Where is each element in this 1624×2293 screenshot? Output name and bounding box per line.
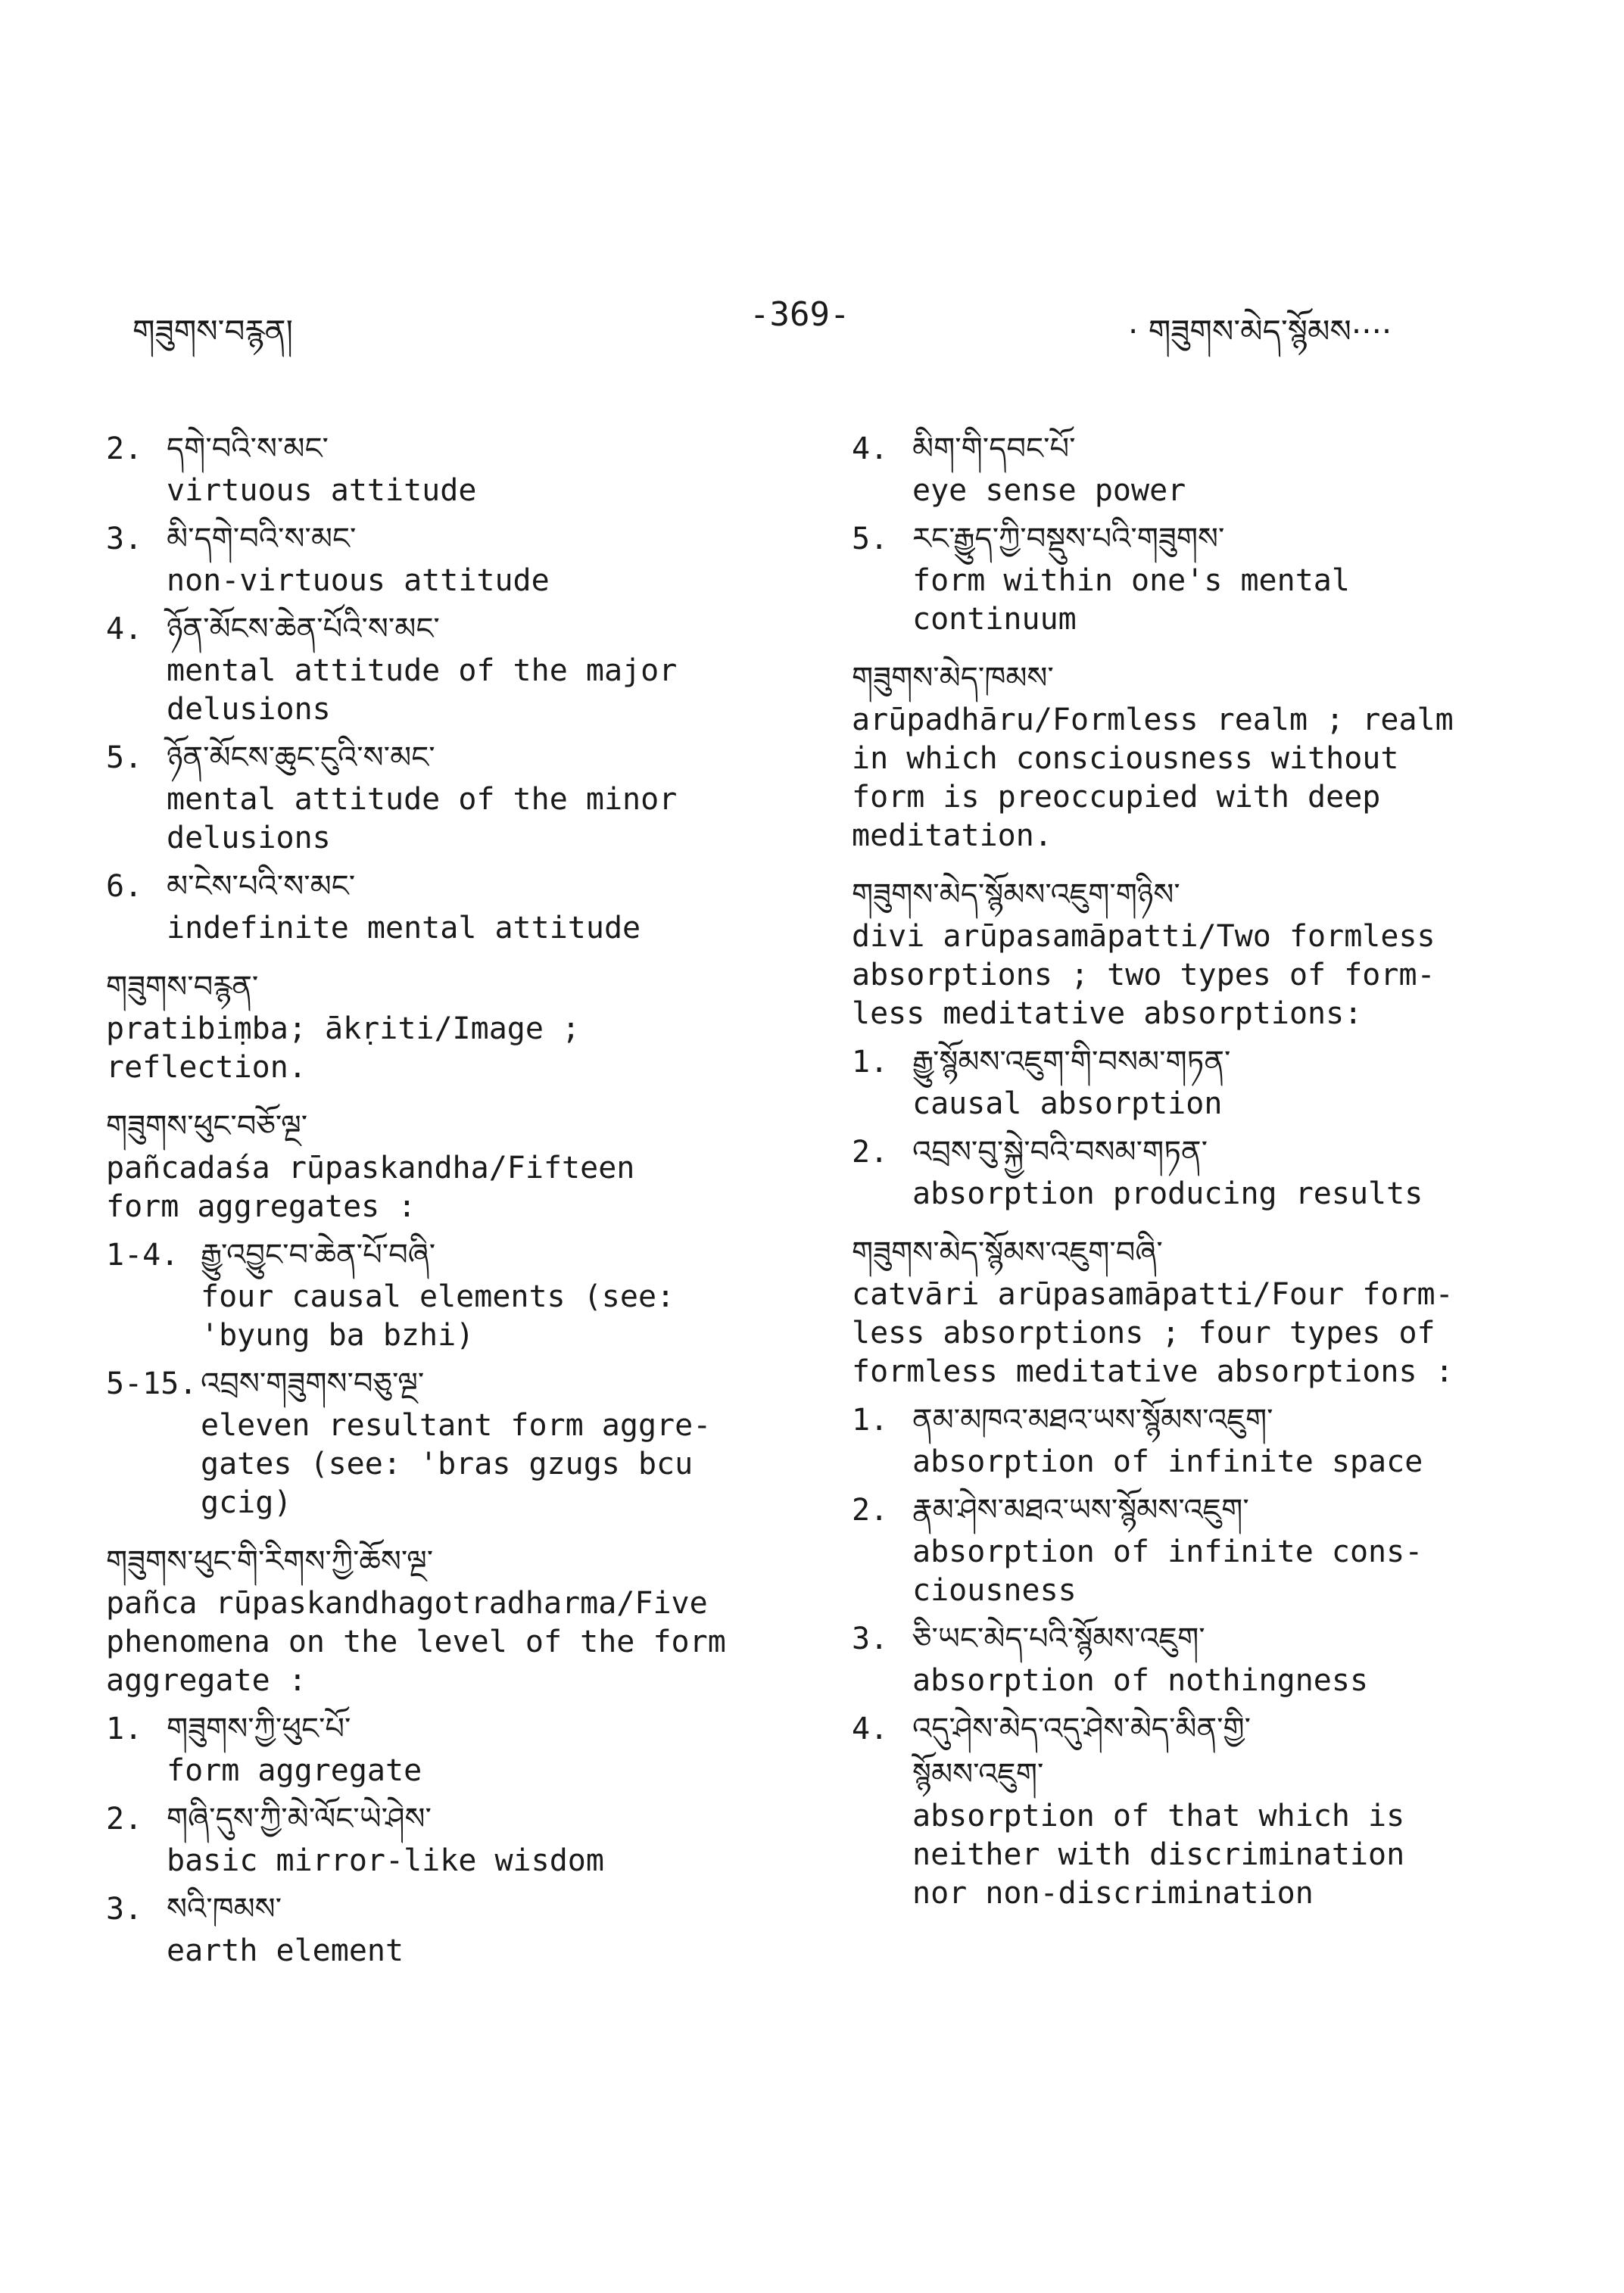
item-english: basic mirror-like wisdom (167, 1843, 604, 1878)
item-tibetan: གཞི་དུས་ཀྱི་མེ་ལོང་ཡེ་ཤེས་ (167, 1802, 432, 1837)
right-column (852, 420, 1533, 1930)
entry-definition: pratibiṃba; ākṛiti/Image ; reflection. (106, 1011, 581, 1085)
dictionary-entry (106, 1104, 787, 1522)
item-tibetan: འདུ་ཤེས་མེད་འདུ་ཤེས་མེད་མིན་གྱི་ སྙོམས་འཇུག་ (912, 1712, 1252, 1792)
dictionary-entry (852, 656, 1533, 855)
entry-headword: གཟུགས་མེད་ཁམས་ (852, 661, 1054, 696)
item-tibetan: འབྲས་གཟུགས་བཅུ་ལྔ་ (201, 1366, 425, 1401)
item-body (912, 1706, 1533, 1913)
item-body (167, 735, 787, 858)
item-number: 5. (852, 522, 889, 556)
item-english: form within one's mental continuum (912, 563, 1350, 637)
list-item (106, 1361, 787, 1522)
item-number: 2. (106, 1802, 143, 1837)
left-column (106, 420, 787, 1987)
item-english: mental attitude of the major delusions (167, 653, 678, 727)
item-tibetan: ནམ་མཁའ་མཐའ་ཡས་སྙོམས་འཇུག་ (912, 1403, 1273, 1438)
item-number: 1. (852, 1403, 889, 1438)
running-head-right: · གཟུགས་མེད་སྙོམས···· (1128, 313, 1392, 350)
item-body (912, 1488, 1533, 1610)
list-item (106, 426, 787, 510)
item-english: form aggregate (167, 1753, 422, 1788)
item-number: 4. (852, 431, 889, 466)
item-tibetan: རྒྱུ་འབྱུང་བ་ཆེན་པོ་བཞི་ (201, 1238, 436, 1273)
list-item (852, 1616, 1533, 1700)
list-item (852, 1397, 1533, 1481)
item-body (167, 864, 787, 948)
item-tibetan: གཟུགས་ཀྱི་ཕུང་པོ་ (167, 1712, 351, 1746)
item-number: 5. (106, 740, 143, 775)
dictionary-entry (106, 964, 787, 1087)
list-item (852, 426, 1533, 510)
dictionary-entry (852, 872, 1533, 1213)
item-body (912, 1129, 1533, 1213)
list-item (106, 516, 787, 600)
entry-headword: གཟུགས་བརྙན་ (106, 970, 259, 1005)
item-tibetan: རང་རྒྱུད་ཀྱི་བསྡུས་པའི་གཟུགས་ (912, 522, 1225, 556)
item-body (912, 516, 1533, 639)
item-body (167, 606, 787, 729)
item-english: absorption of that which is neither with discrimination nor non-discrimination (912, 1799, 1405, 1911)
item-tibetan: མ་ངེས་པའི་ས་མང་ (167, 869, 356, 904)
entry-definition: divi arūpasamāpatti/Two formless absorptions ; two types of form- less meditative absorptions: (852, 919, 1435, 1031)
list-item (852, 516, 1533, 639)
list-item (852, 1488, 1533, 1610)
running-head-left: གཟུགས་བརྙན། (132, 313, 293, 350)
item-number: 3. (106, 522, 143, 556)
item-english: mental attitude of the minor delusions (167, 782, 678, 855)
item-english: four causal elements (see: 'byung ba bzhi) (201, 1279, 675, 1353)
list-item (852, 1039, 1533, 1123)
entry-headword: གཟུགས་ཕུང་གི་རིགས་ཀྱི་ཆོས་ལྔ་ (106, 1544, 434, 1579)
item-tibetan: ཅི་ཡང་མེད་པའི་སྙོམས་འཇུག་ (912, 1622, 1205, 1656)
item-english: absorption of nothingness (912, 1663, 1369, 1698)
item-english: non-virtuous attitude (167, 563, 550, 598)
page-number: -369- (750, 295, 850, 334)
item-number: 3. (852, 1622, 889, 1656)
dictionary-entry (852, 1230, 1533, 1913)
item-number: 4. (106, 612, 143, 646)
item-tibetan: ཉོན་མོངས་ཆུང་ངུའི་ས་མང་ (167, 740, 435, 775)
entry-definition: arūpadhāru/Formless realm ; realm in which consciousness without form is preoccupied with deep meditation. (852, 703, 1454, 853)
item-tibetan: འབྲས་བུ་སྐྱེ་བའི་བསམ་གཏན་ (912, 1135, 1208, 1170)
entry-definition: catvāri arūpasamāpatti/Four form- less absorptions ; four types of formless meditative absorptions : (852, 1277, 1454, 1389)
list-item (106, 1232, 787, 1355)
item-english: virtuous attitude (167, 473, 477, 508)
entry-definition: pañca rūpaskandhagotradharma/Five phenomena on the level of the form aggregate : (106, 1586, 726, 1698)
entry-definition: pañcadaśa rūpaskandha/Fifteen form aggregates : (106, 1151, 635, 1224)
item-tibetan: མི་དགེ་བའི་ས་མང་ (167, 522, 357, 556)
item-number: 1. (106, 1712, 143, 1746)
item-list (852, 426, 1533, 639)
item-english: absorption of infinite cons- ciousness (912, 1534, 1423, 1608)
item-number: 5-15. (106, 1366, 198, 1401)
list-item (106, 1886, 787, 1971)
item-number: 1. (852, 1045, 889, 1080)
entry-headword: གཟུགས་མེད་སྙོམས་འཇུག་བཞི་ (852, 1235, 1163, 1270)
list-item (106, 606, 787, 729)
item-english: eleven resultant form aggre- gates (see: 'bras gzugs bcu gcig) (201, 1408, 712, 1520)
item-body (912, 1039, 1533, 1123)
item-number: 2. (852, 1135, 889, 1170)
list-item (106, 1706, 787, 1790)
item-english: causal absorption (912, 1086, 1223, 1121)
item-tibetan: སའི་ཁམས་ (167, 1892, 282, 1927)
item-tibetan: རྒྱུ་སྙོམས་འཇུག་གི་བསམ་གཏན་ (912, 1045, 1231, 1080)
list-item (106, 864, 787, 948)
item-tibetan: ཉོན་མོངས་ཆེན་པོའི་ས་མང་ (167, 612, 440, 646)
dictionary-entry (106, 1539, 787, 1971)
item-number: 2. (106, 431, 143, 466)
item-list (106, 426, 787, 948)
item-body (167, 1796, 787, 1880)
item-english: absorption of infinite space (912, 1444, 1423, 1479)
item-body (201, 1361, 787, 1522)
item-body (201, 1232, 787, 1355)
item-body (167, 516, 787, 600)
item-number: 6. (106, 869, 143, 904)
item-body (167, 1706, 787, 1790)
list-item (106, 735, 787, 858)
entry-headword: གཟུགས་ཕུང་བཅོ་ལྔ་ (106, 1109, 308, 1144)
entry-headword: གཟུགས་མེད་སྙོམས་འཇུག་གཉིས་ (852, 877, 1180, 912)
item-body (167, 426, 787, 510)
item-tibetan: དགེ་བའི་ས་མང་ (167, 431, 329, 466)
item-english: earth element (167, 1933, 404, 1968)
item-number: 1-4. (106, 1238, 179, 1273)
list-item (106, 1796, 787, 1880)
item-english: eye sense power (912, 473, 1186, 508)
item-number: 2. (852, 1493, 889, 1528)
item-number: 4. (852, 1712, 889, 1746)
item-tibetan: རྣམ་ཤེས་མཐའ་ཡས་སྙོམས་འཇུག་ (912, 1493, 1249, 1528)
item-body (167, 1886, 787, 1971)
item-body (912, 1616, 1533, 1700)
item-body (912, 1397, 1533, 1481)
page-header (0, 295, 1624, 356)
list-item (852, 1129, 1533, 1213)
list-item (852, 1706, 1533, 1913)
item-english: absorption producing results (912, 1176, 1423, 1211)
item-body (912, 426, 1533, 510)
item-number: 3. (106, 1892, 143, 1927)
item-tibetan: མིག་གི་དབང་པོ་ (912, 431, 1076, 466)
item-english: indefinite mental attitude (167, 911, 641, 946)
